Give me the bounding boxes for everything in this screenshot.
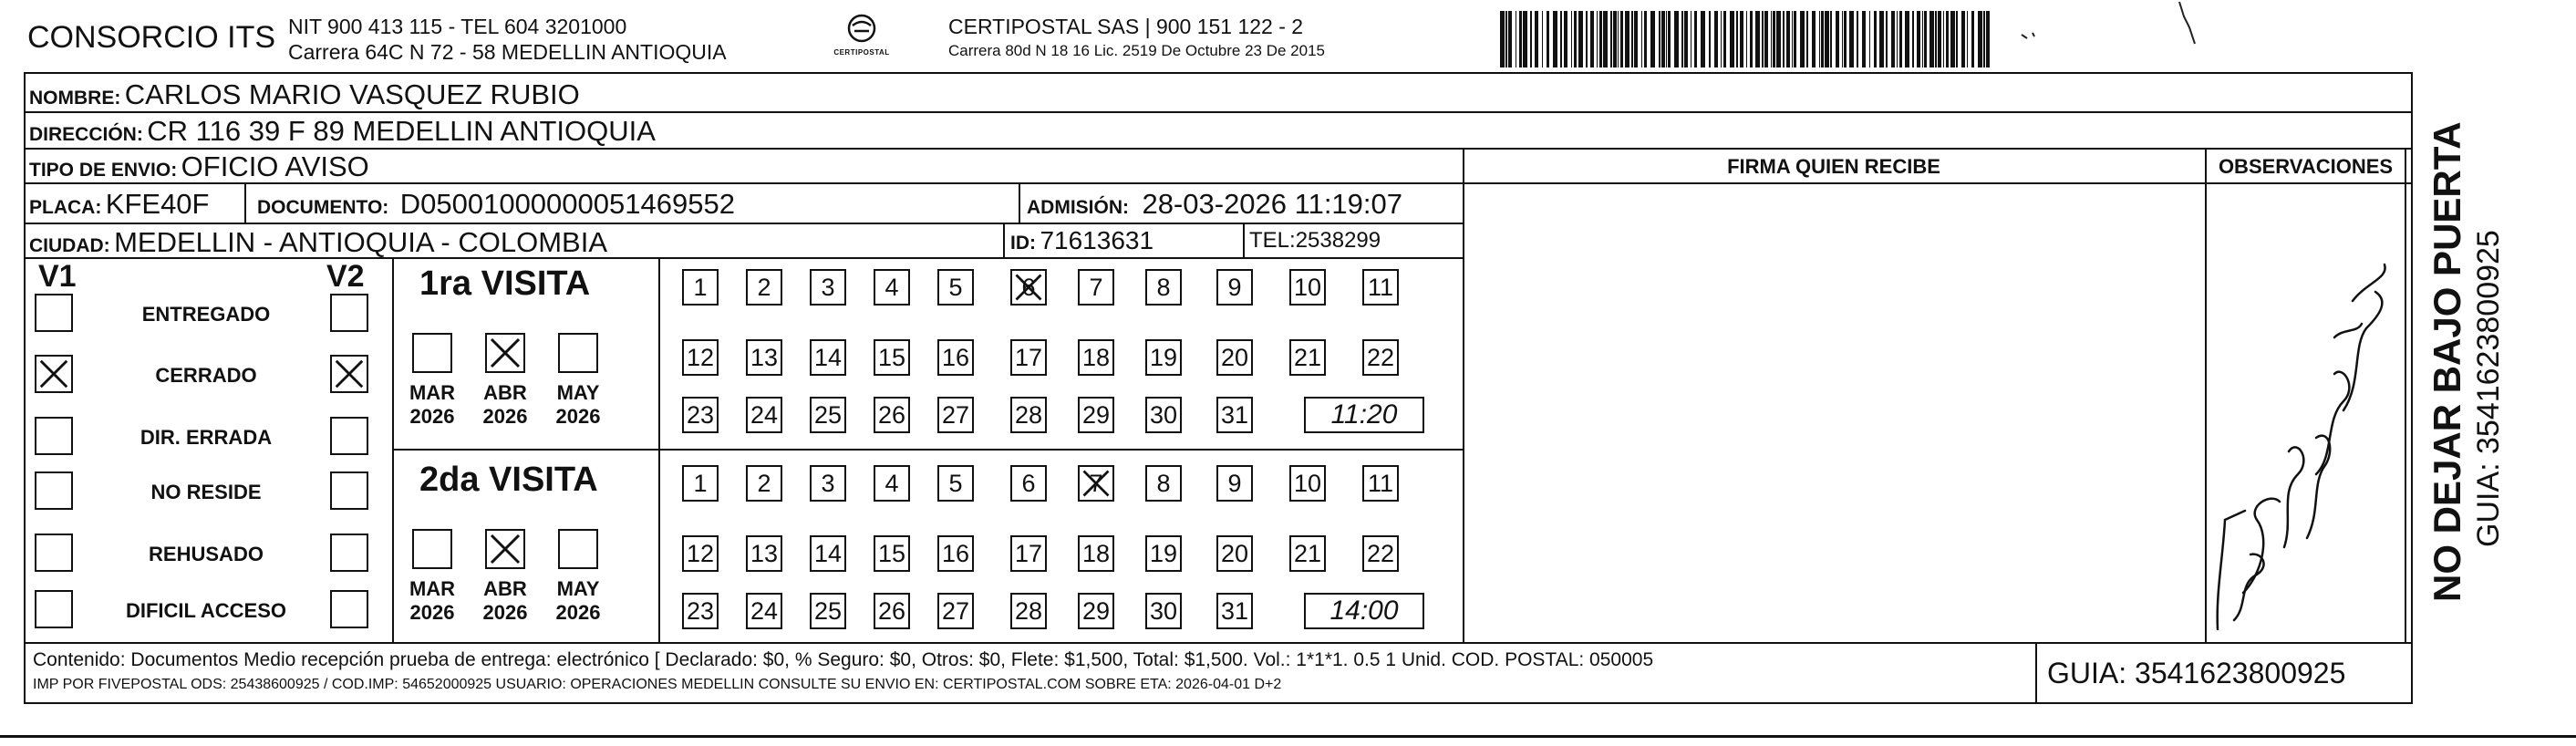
day-box[interactable]: 12 (682, 535, 719, 572)
day-box[interactable]: 5 (937, 269, 974, 306)
day-box[interactable]: 16 (937, 535, 974, 572)
day-box[interactable]: 19 (1145, 339, 1182, 376)
day-box[interactable]: 7 (1078, 465, 1114, 502)
day-box[interactable]: 12 (682, 339, 719, 376)
status-v1-checkbox[interactable] (35, 417, 73, 455)
status-v1-checkbox[interactable] (35, 471, 73, 510)
id-value: 71613631 (1040, 226, 1154, 254)
visit-title: 2da VISITA (419, 461, 598, 499)
day-box[interactable]: 27 (937, 593, 974, 629)
row-tipo-envio (29, 150, 369, 183)
firma-header: FIRMA QUIEN RECIBE (1727, 155, 1940, 178)
day-box[interactable]: 22 (1362, 339, 1399, 376)
day-box[interactable]: 1 (682, 465, 719, 502)
direccion-value: CR 116 39 F 89 MEDELLIN ANTIOQUIA (147, 115, 656, 147)
admision-value: 28-03-2026 11:19:07 (1142, 188, 1403, 220)
month-label (546, 381, 610, 429)
day-box[interactable]: 8 (1145, 465, 1182, 502)
documento-label: DOCUMENTO: (257, 197, 389, 218)
month-name: MAY (556, 381, 600, 404)
visit-time[interactable]: 11:20 (1304, 397, 1424, 433)
day-box[interactable]: 13 (746, 339, 782, 376)
status-label: DIR. ERRADA (140, 426, 273, 449)
month-year: 2026 (409, 601, 455, 624)
check-mark-icon (487, 335, 523, 371)
day-box[interactable]: 31 (1216, 397, 1253, 433)
status-v2-checkbox[interactable] (330, 417, 368, 455)
field-tel (1249, 228, 1381, 254)
day-box[interactable]: 6 (1010, 269, 1047, 306)
day-box[interactable]: 14 (810, 535, 846, 572)
status-v1-checkbox[interactable] (35, 534, 73, 572)
month-checkbox-abr[interactable] (485, 529, 525, 569)
month-year: 2026 (555, 405, 601, 428)
v1-label: V1 (38, 259, 77, 294)
day-box[interactable]: 11 (1362, 465, 1399, 502)
tipo-envio-label: TIPO DE ENVIO: (29, 160, 178, 181)
month-checkbox-abr[interactable] (485, 333, 525, 373)
day-box[interactable]: 26 (874, 397, 910, 433)
status-label: REHUSADO (149, 543, 264, 565)
month-name: MAR (409, 577, 456, 600)
day-box[interactable]: 30 (1145, 593, 1182, 629)
day-box[interactable]: 20 (1216, 535, 1253, 572)
side-guia: GUIA: 3541623800925 (2471, 230, 2506, 547)
day-box[interactable]: 4 (874, 269, 910, 306)
day-box[interactable]: 28 (1010, 397, 1047, 433)
placa-value: KFE40F (105, 188, 210, 220)
status-v2-checkbox[interactable] (330, 471, 368, 510)
status-label: CERRADO (155, 364, 257, 387)
logo-text: CERTIPOSTAL (833, 48, 890, 57)
day-box[interactable]: 16 (937, 339, 974, 376)
month-checkbox-may[interactable] (558, 529, 598, 569)
status-v2-checkbox[interactable] (330, 294, 368, 332)
day-box[interactable]: 29 (1078, 397, 1114, 433)
day-box[interactable]: 18 (1078, 339, 1114, 376)
day-box[interactable]: 10 (1289, 465, 1326, 502)
month-name: ABR (483, 577, 527, 600)
edge-line (0, 735, 2576, 738)
day-box[interactable]: 30 (1145, 397, 1182, 433)
day-box[interactable]: 6 (1010, 465, 1047, 502)
day-box[interactable]: 23 (682, 397, 719, 433)
status-label: ENTREGADO (141, 303, 271, 326)
day-box[interactable]: 20 (1216, 339, 1253, 376)
day-box[interactable]: 15 (874, 535, 910, 572)
row-direccion (29, 115, 656, 148)
day-box[interactable]: 25 (810, 593, 846, 629)
day-box[interactable]: 1 (682, 269, 719, 306)
day-box[interactable]: 24 (746, 397, 782, 433)
tel-value: 2538299 (1295, 228, 1381, 253)
carrier-name: CERTIPOSTAL SAS | 900 151 122 - 2 (948, 15, 1304, 38)
day-box[interactable]: 17 (1010, 339, 1047, 376)
check-mark-icon (1080, 467, 1112, 500)
day-box[interactable]: 10 (1289, 269, 1326, 306)
check-mark-icon (1012, 271, 1045, 304)
field-id (1010, 226, 1154, 255)
visit-time[interactable]: 14:00 (1304, 593, 1424, 629)
month-label (400, 381, 464, 429)
month-name: ABR (483, 381, 527, 404)
day-box[interactable]: 11 (1362, 269, 1399, 306)
field-admision (1027, 188, 1402, 221)
tel-label: TEL: (1249, 228, 1296, 253)
status-v1-checkbox[interactable] (35, 355, 73, 393)
day-box[interactable]: 19 (1145, 535, 1182, 572)
month-checkbox-mar[interactable] (412, 529, 452, 569)
day-box[interactable]: 28 (1010, 593, 1047, 629)
status-v2-checkbox[interactable] (330, 534, 368, 572)
day-box[interactable]: 27 (937, 397, 974, 433)
tipo-envio-value: OFICIO AVISO (181, 150, 369, 182)
observaciones-header: OBSERVACIONES (2218, 155, 2394, 178)
day-box[interactable]: 2 (746, 465, 782, 502)
field-ciudad (29, 226, 607, 259)
day-box[interactable]: 8 (1145, 269, 1182, 306)
id-label: ID: (1010, 233, 1036, 254)
day-box[interactable]: 3 (810, 269, 846, 306)
day-box[interactable]: 18 (1078, 535, 1114, 572)
month-label (473, 381, 537, 429)
day-box[interactable]: 4 (874, 465, 910, 502)
admision-label: ADMISIÓN: (1027, 197, 1129, 218)
side-warning: NO DEJAR BAJO PUERTA (2426, 121, 2468, 602)
documento-value: D05001000000051469552 (399, 188, 735, 220)
month-name: MAY (556, 577, 600, 600)
pen-scribble (2002, 0, 2385, 68)
month-year: 2026 (555, 601, 601, 624)
day-box[interactable]: 31 (1216, 593, 1253, 629)
day-box[interactable]: 23 (682, 593, 719, 629)
footer-contenido: Contenido: Documentos Medio recepción prueba de entrega: electrónico [ Declarado: $0, % Seguro: $0, Otros: $0, Flete: $1,500, Total: $1,500. Vol.: 1*1*1. 0.5 1 Unid. COD. POSTAL: 050005 (33, 649, 1654, 670)
day-box[interactable]: 24 (746, 593, 782, 629)
row-nombre (29, 78, 580, 111)
field-documento (257, 188, 735, 221)
v2-label: V2 (326, 259, 365, 294)
month-label (473, 577, 537, 625)
day-box[interactable]: 17 (1010, 535, 1047, 572)
month-year: 2026 (482, 601, 528, 624)
day-box[interactable]: 15 (874, 339, 910, 376)
check-mark-icon (332, 357, 367, 391)
status-v2-checkbox[interactable] (330, 355, 368, 393)
month-year: 2026 (409, 405, 455, 428)
certipostal-logo (825, 13, 898, 64)
company-address: Carrera 64C N 72 - 58 MEDELLIN ANTIOQUIA (288, 40, 727, 64)
company-name: CONSORCIO ITS (27, 20, 276, 55)
placa-label: PLACA: (29, 197, 102, 218)
month-label (546, 577, 610, 625)
direccion-label: DIRECCIÓN: (29, 124, 143, 145)
day-box[interactable]: 14 (810, 339, 846, 376)
ciudad-label: CIUDAD: (29, 235, 110, 256)
status-label: NO RESIDE (150, 481, 262, 503)
month-checkbox-may[interactable] (558, 333, 598, 373)
nombre-label: NOMBRE: (29, 88, 121, 109)
day-box[interactable]: 21 (1289, 535, 1326, 572)
visit-title: 1ra VISITA (419, 264, 591, 303)
field-placa (29, 188, 210, 221)
day-box[interactable]: 26 (874, 593, 910, 629)
check-mark-icon (487, 531, 523, 567)
day-box[interactable]: 2 (746, 269, 782, 306)
status-v1-checkbox[interactable] (35, 294, 73, 332)
certipostal-logo-mark (843, 13, 880, 44)
day-box[interactable]: 25 (810, 397, 846, 433)
day-box[interactable]: 3 (810, 465, 846, 502)
day-box[interactable]: 29 (1078, 593, 1114, 629)
status-v1-checkbox[interactable] (35, 590, 73, 628)
company-nit: NIT 900 413 115 - TEL 604 3201000 (288, 15, 627, 38)
handwritten-signature (2207, 192, 2403, 640)
month-year: 2026 (482, 405, 528, 428)
month-checkbox-mar[interactable] (412, 333, 452, 373)
status-label: DIFICIL ACCESO (125, 599, 286, 622)
check-mark-icon (36, 357, 71, 391)
day-box[interactable]: 7 (1078, 269, 1114, 306)
footer-imp: IMP POR FIVEPOSTAL ODS: 25438600925 / COD.IMP: 54652000925 USUARIO: OPERACIONES MEDELLIN CONSULTE SU ENVIO EN: CERTIPOSTAL.COM SOBRE ETA: 2026-04-01 D+2 (33, 677, 1282, 692)
month-name: MAR (409, 381, 456, 404)
day-box[interactable]: 9 (1216, 465, 1253, 502)
day-box[interactable]: 5 (937, 465, 974, 502)
day-box[interactable]: 9 (1216, 269, 1253, 306)
month-label (400, 577, 464, 625)
day-box[interactable]: 21 (1289, 339, 1326, 376)
ciudad-value: MEDELLIN - ANTIOQUIA - COLOMBIA (114, 226, 607, 258)
day-box[interactable]: 13 (746, 535, 782, 572)
barcode (1500, 11, 1992, 67)
status-v2-checkbox[interactable] (330, 590, 368, 628)
day-box[interactable]: 22 (1362, 535, 1399, 572)
nombre-value: CARLOS MARIO VASQUEZ RUBIO (124, 78, 580, 110)
footer-guia: GUIA: 3541623800925 (2047, 657, 2346, 689)
carrier-address: Carrera 80d N 18 16 Lic. 2519 De Octubre 23 De 2015 (948, 42, 1325, 59)
